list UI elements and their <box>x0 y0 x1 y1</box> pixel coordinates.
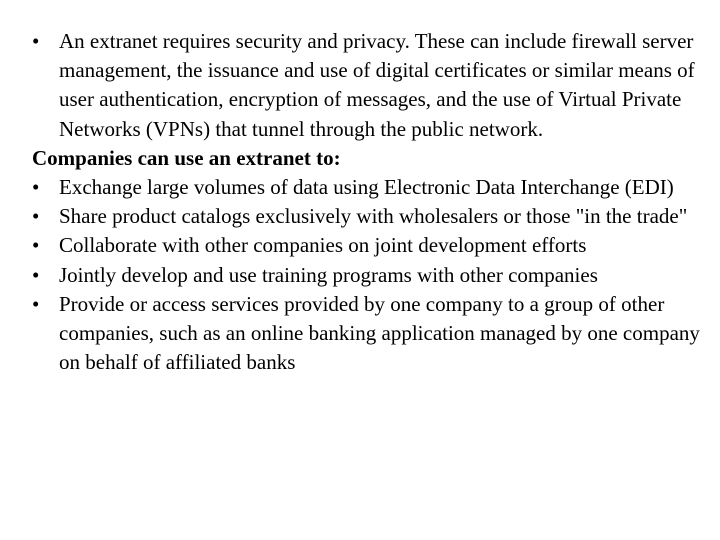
section-heading: Companies can use an extranet to: <box>32 145 341 170</box>
bullet-icon: • <box>32 262 40 287</box>
bullet-text: Exchange large volumes of data using Electronic Data Interchange (EDI) <box>59 175 674 200</box>
bullet-item-services <box>32 290 704 378</box>
bullet-text: Share product catalogs exclusively with wholesalers or those "in the trade" <box>59 204 688 229</box>
bullet-text: An extranet requires security and privacy. These can include firewall server management, the issuance and use of digital certificates or similar means of user authentication, encryption of messages, and the use of Virtual Private Networks (VPNs) that tunnel through the public network. <box>59 29 695 141</box>
bullet-text: Jointly develop and use training programs with other companies <box>59 262 598 287</box>
bullet-item-edi <box>32 173 704 202</box>
bullet-icon: • <box>32 291 40 316</box>
bullet-icon: • <box>32 204 40 229</box>
bullet-item-training <box>32 261 704 290</box>
slide-body <box>32 27 704 377</box>
bullet-text: Provide or access services provided by one company to a group of other companies, such as an online banking application managed by one company on behalf of affiliated banks <box>59 291 700 375</box>
bullet-icon: • <box>32 29 40 53</box>
bullet-item-catalogs <box>32 202 704 231</box>
bullet-text: Collaborate with other companies on joint development efforts <box>59 233 587 258</box>
bullet-icon: • <box>32 175 40 200</box>
bullet-item-security <box>32 27 704 144</box>
bullet-item-collaborate <box>32 231 704 260</box>
bullet-icon: • <box>32 233 40 258</box>
